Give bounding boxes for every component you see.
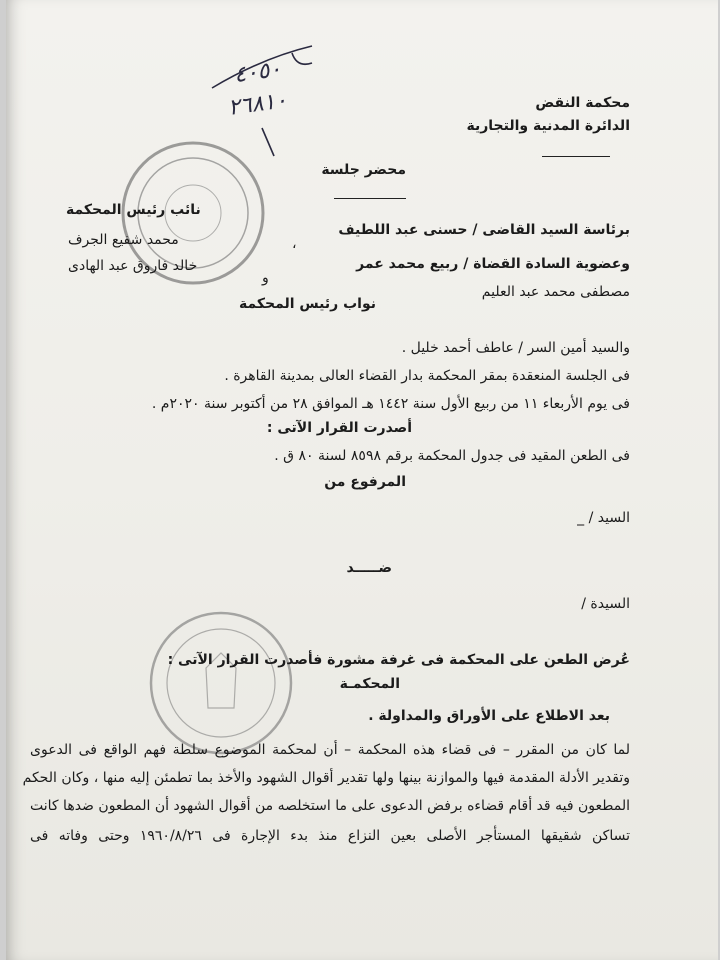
venue-line: فى الجلسة المنعقدة بمقر المحكمة بدار القضاء العالى بمدينة القاهرة .	[224, 368, 630, 384]
against-heading: ضـــــد	[346, 560, 392, 576]
member-4-name: خالد فاروق عبد الهادى	[68, 258, 198, 274]
panel-and: و	[262, 270, 269, 286]
president-title: نائب رئيس المحكمة	[66, 202, 201, 218]
court-seal-stamp-bottom	[146, 608, 296, 758]
date-line: فى يوم الأربعاء ١١ من ربيع الأول سنة ١٤٤٢ هـ الموافق ٢٨ من أكتوبر سنة ٢٠٢٠م .	[151, 396, 630, 412]
paragraph-line-3: المطعون فيه قد أقام قضاءه برفض الدعوى على ما استخلصه من أقوال الشهود أن المطعون ضدها كانت	[30, 798, 630, 814]
handwritten-scribble	[202, 28, 362, 158]
session-divider	[334, 198, 406, 199]
appeal-line: فى الطعن المقيد فى جدول المحكمة برقم ٨٥٩٨ لسنة ٨٠ ق .	[274, 448, 630, 464]
session-title: محضر جلسة	[321, 162, 406, 178]
filed-by-heading: المرفوع من	[324, 474, 406, 490]
vice-presidents-label: نواب رئيس المحكمة	[238, 296, 376, 312]
handwritten-number-2: ٢٦٨١٠	[226, 88, 289, 121]
review-line: بعد الاطلاع على الأوراق والمداولة .	[368, 708, 610, 724]
paragraph-line-4: تساكن شقيقها المستأجر الأصلى بعين النزاع منذ بدء الإجارة فى ١٩٦٠/٨/٢٦ وحتى وفاته فى	[30, 828, 630, 844]
issued-heading: أصدرت القرار الآتى :	[266, 420, 412, 436]
panel-comma: ،	[292, 236, 297, 252]
member-2-name: محمد شفيع الجرف	[68, 232, 179, 248]
circuit-name: الدائرة المدنية والتجارية	[466, 118, 630, 134]
members-line: وعضوية السادة القضاة / ربيع محمد عمر	[356, 256, 630, 272]
secretary-line: والسيد أمين السر / عاطف أحمد خليل .	[401, 340, 630, 356]
handwritten-number-1: ٤٠٥٠	[232, 56, 283, 89]
court-section-title: المحكمـة	[339, 676, 400, 692]
mr-line: السيد / _	[577, 510, 630, 526]
mrs-line: السيدة /	[581, 596, 630, 612]
chamber-line: عُرض الطعن على المحكمة فى غرفة مشورة فأصدرت القرار الآتى :	[167, 652, 630, 668]
member-3-name: مصطفى محمد عبد العليم	[481, 284, 630, 300]
header-divider	[542, 156, 610, 157]
court-name: محكمة النقض	[535, 95, 630, 111]
paragraph-line-2: وتقدير الأدلة المقدمة فيها والموازنة بينها ولها تقدير أقوال الشهود والأخذ بما تطمئن إليه منها ، وكان الحكم	[22, 770, 630, 786]
president-line: برئاسة السيد القاضى / حسنى عبد اللطيف	[338, 222, 630, 238]
paragraph-line-1: لما كان من المقرر – فى قضاء هذه المحكمة – أن لمحكمة الموضوع سلطة فهم الواقع فى الدعوى	[30, 742, 630, 758]
document-page	[6, 0, 718, 960]
